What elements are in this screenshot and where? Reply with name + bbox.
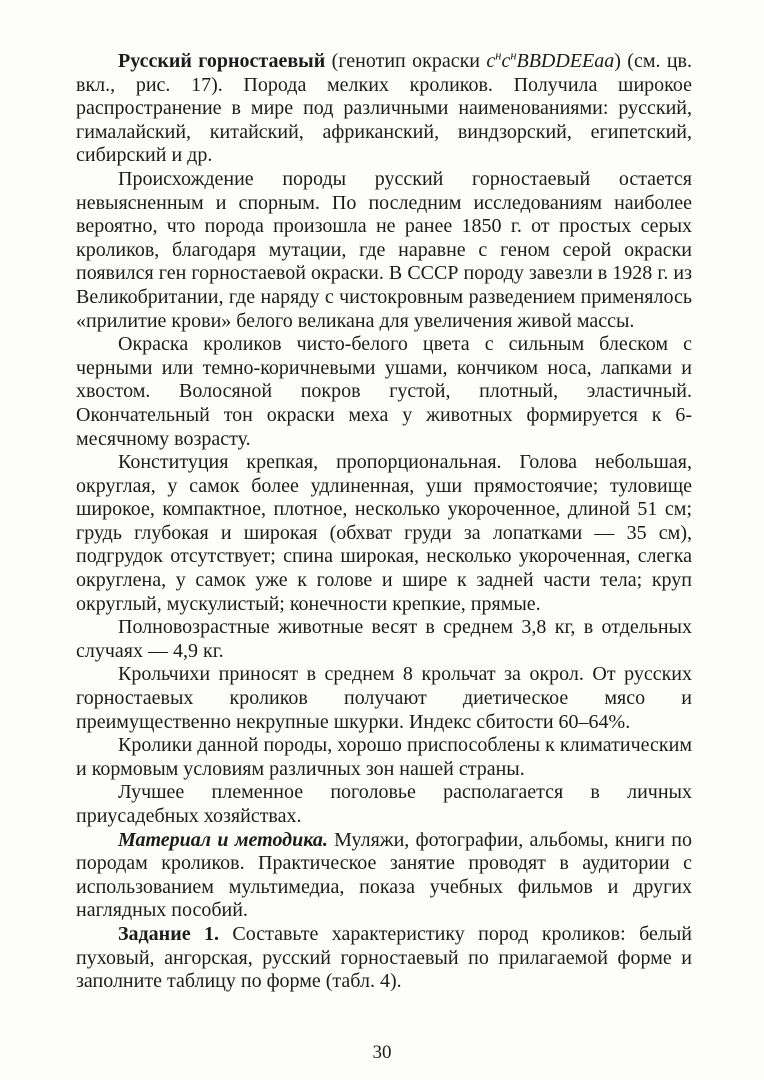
paragraph-constitution (76, 451, 692, 616)
paragraph-productivity (76, 663, 692, 734)
text-segment: Задание 1. (118, 922, 219, 945)
text-segment: ) (см. цв. вкл., рис. 17). Порода мелких кроликов. Получила широкое распространение в мире под различными наименованиями: русский, гималайский, китайский, африканский, виндзорский, египетский, сибирский и др. (76, 50, 693, 167)
text-segment: Кролики данной породы, хорошо приспособлены к климатическим и кормовым условиям различных зон нашей страны. (76, 734, 692, 780)
text-segment: Происхождение породы русский горностаевый остается невыясненным и спорным. По последним исследованиям наиболее вероятно, что порода произошла не ранее 1850 г. от простых серых кроликов, благодаря мутации, где наравне с геном серой окраски появился ген горностаевой окраски. В СССР породу завезли в 1928 г. из Великобритании, где наряду с чистокровным разведением применялось «прилитие крови» белого великана для увеличения живой массы. (76, 167, 692, 332)
paragraph-breeding-stock (76, 781, 692, 828)
paragraph-breed-intro (76, 50, 692, 168)
paragraph-task-1 (76, 923, 692, 994)
text-segment: BBDDEEaa (516, 50, 615, 72)
paragraph-origin (76, 168, 692, 333)
text-segment: Крольчихи приносят в среднем 8 крольчат за окрол. От русских горностаевых кроликов получают диетическое мясо и преимущественно некрупные шкурки. Индекс сбитости 60–64%. (76, 663, 692, 733)
text-segment: Окраска кроликов чисто-белого цвета с сильным блеском с черными или темно-коричневыми ушами, кончиком носа, лапками и хвостом. Волосяной покров густой, плотный, эластичный. Окончательный тон окраски меха у животных формируется к 6-месячному возрасту. (76, 333, 692, 450)
text-segment: Русский горностаевый (118, 50, 326, 72)
document-body (76, 50, 692, 994)
paragraph-adaptation (76, 734, 692, 781)
text-segment: c (501, 50, 511, 72)
text-segment: н (495, 48, 502, 63)
text-segment: Полновозрастные животные весят в среднем 3,8 кг, в отдельных случаях — 4,9 кг. (76, 616, 692, 662)
page-number: 30 (372, 1042, 392, 1063)
text-segment: н (510, 48, 517, 63)
paragraph-coloring (76, 333, 692, 451)
text-segment: Муляжи, фотографии, альбомы, книги по породам кроликов. Практическое занятие проводят в аудитории с использованием мультимедиа, показа учебных фильмов и других наглядных пособий. (76, 828, 692, 922)
text-segment: Лучшее племенное поголовье располагается в личных приусадебных хозяйствах. (76, 781, 692, 827)
text-segment: Материал и методика. (118, 828, 328, 851)
text-segment: Составьте характеристику пород кроликов: белый пуховый, ангорская, русский горностаевый по прилагаемой форме и заполните таблицу по форме (табл. 4). (76, 922, 692, 993)
text-segment: c (486, 50, 496, 72)
paragraph-materials-methods (76, 829, 692, 923)
text-segment: (генотип окраски (325, 50, 487, 72)
text-segment: Конституция крепкая, пропорциональная. Голова небольшая, округлая, у самок более удлиненная, уши прямостоячие; туловище широкое, компактное, плотное, несколько укороченное, длиной 51 см; грудь глубокая и широкая (обхват груди за лопатками — 35 см), подгрудок отсутствует; спина широкая, несколько укороченная, слегка округлена, у самок уже к голове и шире к задней части тела; круп округлый, мускулистый; конечности крепкие, прямые. (76, 451, 692, 615)
paragraph-weight (76, 616, 692, 663)
